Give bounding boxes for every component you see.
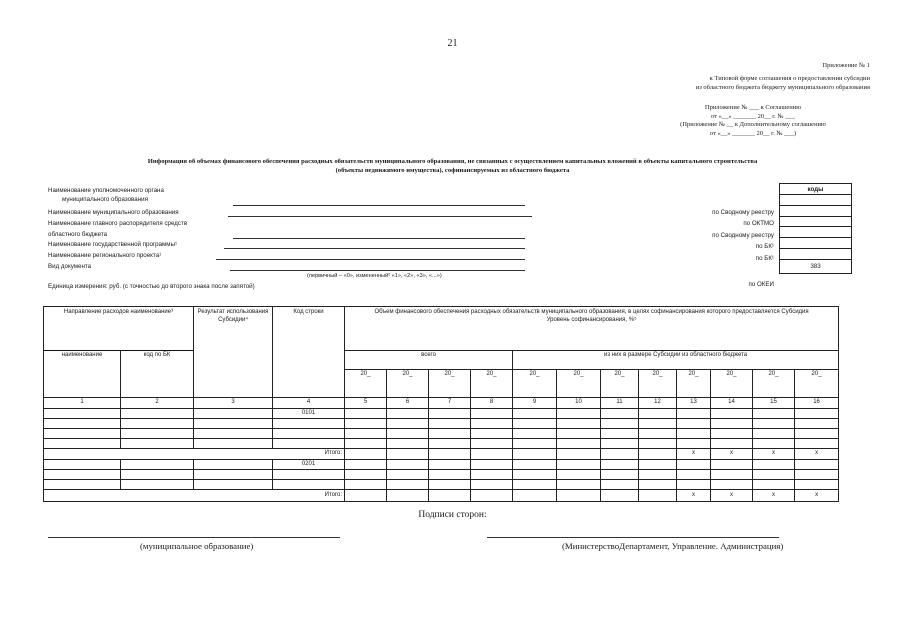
cell[interactable] [429, 429, 471, 439]
agreement-reference [648, 104, 858, 138]
document-type-hint: (первичный – «0», измененный² «1», «2», «3», «...») [307, 273, 442, 279]
th-year: 20_ [639, 370, 677, 398]
cell[interactable] [601, 429, 639, 439]
cell[interactable] [121, 429, 194, 439]
th-year: 20_ [601, 370, 639, 398]
cell[interactable] [513, 459, 557, 470]
agreement-ref-line-1: Приложение № ___ к Соглашению [704, 104, 802, 111]
cell[interactable] [345, 439, 387, 449]
col-number: 14 [711, 398, 753, 409]
chief-manager-label-2: областного бюджета [48, 231, 108, 238]
cell[interactable] [795, 429, 839, 439]
cell[interactable] [194, 439, 273, 449]
codes-header: коды [780, 184, 852, 195]
th-total: всего [345, 351, 513, 370]
cell[interactable] [639, 429, 677, 439]
cell[interactable] [345, 419, 387, 429]
cell[interactable] [387, 429, 429, 439]
table-total-row [44, 449, 839, 460]
cell[interactable] [273, 439, 345, 449]
th-year: 20_ [387, 370, 429, 398]
cell[interactable] [753, 459, 795, 470]
code-label-bk-1: по БК¹ [755, 243, 774, 250]
unit-label: Единица измерения: руб. (с точностью до второго знака после запятой) [48, 283, 255, 290]
col-number: 15 [753, 398, 795, 409]
cell[interactable] [639, 419, 677, 429]
cell[interactable] [471, 419, 513, 429]
cell[interactable] [711, 439, 753, 449]
cell[interactable] [557, 429, 601, 439]
table-total-row [44, 490, 839, 502]
cell[interactable] [429, 490, 471, 502]
cell[interactable] [471, 449, 513, 460]
cell[interactable] [429, 449, 471, 460]
cell[interactable] [345, 480, 387, 490]
cell[interactable] [429, 419, 471, 429]
th-year: 20_ [557, 370, 601, 398]
document-title-line-1: Информация об объемах финансового обеспечения расходных обязательств муниципального образования, не связанных с осуществлением капитальных вложений в объекты капитального строительства [147, 158, 758, 165]
th-year: 20_ [345, 370, 387, 398]
cell[interactable] [273, 429, 345, 439]
cell[interactable] [194, 470, 273, 480]
cell[interactable] [639, 470, 677, 480]
agreement-ref-line-4: от «__» _______ 20__ г. № ___) [709, 129, 797, 137]
cell[interactable] [44, 408, 121, 419]
cell[interactable] [711, 459, 753, 470]
chief-manager-label: Наименование главного распорядителя средств [48, 220, 188, 227]
code-cell-svodny-1[interactable] [780, 195, 852, 206]
cell[interactable] [273, 470, 345, 480]
cell[interactable] [194, 459, 273, 470]
col-number: 13 [677, 398, 711, 409]
cell[interactable] [471, 429, 513, 439]
agreement-ref-line-2: от «__» _______ 20__ г. № ___ [710, 112, 795, 120]
cell[interactable] [429, 470, 471, 480]
cell[interactable] [273, 480, 345, 490]
cell[interactable] [513, 408, 557, 419]
cell[interactable] [795, 459, 839, 470]
cell[interactable] [471, 470, 513, 480]
cell[interactable] [513, 480, 557, 490]
table-row [44, 470, 839, 480]
cell[interactable] [795, 419, 839, 429]
cell[interactable] [639, 439, 677, 449]
authorized-body-label-2: муниципального образования [62, 196, 148, 203]
cell[interactable] [273, 419, 345, 429]
cell[interactable] [753, 470, 795, 480]
th-year: 20_ [429, 370, 471, 398]
signature-line-right [487, 537, 779, 538]
th-volume [345, 307, 839, 351]
code-cell-okei: 383 [780, 259, 852, 273]
col-number: 6 [387, 398, 429, 409]
cell[interactable] [795, 470, 839, 480]
th-year: 20_ [677, 370, 711, 398]
cell[interactable] [677, 408, 711, 419]
col-number: 9 [513, 398, 557, 409]
x-mark: x [677, 490, 711, 502]
cell[interactable] [639, 459, 677, 470]
cell[interactable] [513, 490, 557, 502]
cell[interactable] [557, 490, 601, 502]
th-line-code: Код строки [273, 307, 345, 398]
cell[interactable] [601, 490, 639, 502]
code-cell-oktmo[interactable] [780, 205, 852, 216]
table-row [44, 429, 839, 439]
code-cell-blank[interactable] [780, 248, 852, 259]
x-mark: x [753, 449, 795, 460]
signatures-title: Подписи сторон: [418, 510, 487, 520]
cell[interactable] [345, 490, 387, 502]
cell[interactable] [677, 480, 711, 490]
th-year: 20_ [471, 370, 513, 398]
cell[interactable] [345, 470, 387, 480]
th-year: 20_ [795, 370, 839, 398]
appendix-subtitle-2: из областного бюджета бюджету муниципального образования [695, 84, 870, 91]
total-label: Итого: [44, 490, 345, 502]
x-mark: x [753, 490, 795, 502]
code-label-bk-2: по БК¹ [755, 255, 774, 262]
cell[interactable] [387, 459, 429, 470]
cell[interactable] [753, 429, 795, 439]
x-mark: x [677, 449, 711, 460]
cell[interactable] [753, 439, 795, 449]
col-number: 3 [194, 398, 273, 409]
cell[interactable] [557, 439, 601, 449]
cell[interactable] [471, 408, 513, 419]
cell[interactable] [557, 470, 601, 480]
cell[interactable] [429, 439, 471, 449]
cell[interactable] [194, 429, 273, 439]
cell[interactable] [44, 439, 121, 449]
cell[interactable] [557, 408, 601, 419]
authorized-body-label: Наименование уполномоченного органа [48, 187, 164, 194]
code-cell-bk-2[interactable] [780, 238, 852, 249]
cell[interactable] [639, 480, 677, 490]
col-number: 11 [601, 398, 639, 409]
agreement-ref-line-3: (Приложение № __ к Дополнительному соглашению [680, 121, 826, 128]
cell[interactable] [795, 480, 839, 490]
document-type-label: Вид документа [48, 263, 92, 270]
cell[interactable] [429, 459, 471, 470]
cell[interactable] [513, 439, 557, 449]
cell[interactable] [601, 459, 639, 470]
cell[interactable] [639, 449, 677, 460]
cell[interactable] [44, 429, 121, 439]
appendix-title: Приложение № 1 [822, 62, 870, 69]
x-mark: x [711, 449, 753, 460]
code-cell-svodny-2[interactable] [780, 216, 852, 227]
table-row [44, 439, 839, 449]
chief-manager-line [233, 238, 525, 239]
cell[interactable] [121, 459, 194, 470]
th-of-which: из них в размере Субсидии из областного бюджета [513, 351, 839, 370]
col-number: 4 [273, 398, 345, 409]
cell[interactable] [387, 408, 429, 419]
cell[interactable] [471, 459, 513, 470]
code-label-svodny-1: по Сводному реестру [712, 209, 774, 216]
cell[interactable] [711, 419, 753, 429]
cell[interactable] [601, 408, 639, 419]
signature-line-left [48, 537, 340, 538]
x-mark: x [795, 490, 839, 502]
cell[interactable] [557, 459, 601, 470]
cell[interactable] [711, 429, 753, 439]
line-code-0201: 0201 [273, 459, 345, 470]
th-year: 20_ [753, 370, 795, 398]
codes-table [779, 183, 852, 274]
authorized-body-line [233, 205, 525, 206]
cell[interactable] [677, 470, 711, 480]
x-mark: x [795, 449, 839, 460]
code-label-oktmo: по ОКТМО [743, 220, 774, 227]
signature-caption-left: (муниципальное образование) [140, 541, 254, 551]
cell[interactable] [471, 480, 513, 490]
code-label-svodny-2: по Сводному реестру [712, 232, 774, 239]
cell[interactable] [795, 408, 839, 419]
cell[interactable] [557, 449, 601, 460]
col-number: 10 [557, 398, 601, 409]
municipality-line [228, 216, 532, 217]
col-number: 5 [345, 398, 387, 409]
cell[interactable] [194, 408, 273, 419]
cell[interactable] [711, 470, 753, 480]
table-row [44, 459, 839, 470]
cell[interactable] [753, 419, 795, 429]
cell[interactable] [513, 449, 557, 460]
th-volume-text: Объем финансового обеспечения расходных обязательств муниципального образования, в целях софинансирования которого предоставляется Субсидия [374, 309, 809, 315]
cell[interactable] [44, 470, 121, 480]
th-result: Результат использования Субсидии⁴ [194, 307, 273, 398]
cell[interactable] [753, 408, 795, 419]
cell[interactable] [513, 419, 557, 429]
code-label-okei: по ОКЕИ [748, 281, 774, 288]
regional-project-line [216, 259, 525, 260]
cell[interactable] [753, 480, 795, 490]
table-row [44, 408, 839, 419]
cell[interactable] [387, 439, 429, 449]
municipality-label: Наименование муниципального образования [48, 209, 179, 216]
cell[interactable] [194, 419, 273, 429]
cell[interactable] [387, 419, 429, 429]
document-title-line-2: (объекты недвижимого имущества), софинансируемых из областного бюджета [335, 167, 570, 174]
cell[interactable] [387, 470, 429, 480]
cell[interactable] [639, 490, 677, 502]
state-program-line [224, 248, 525, 249]
th-year: 20_ [513, 370, 557, 398]
financing-table [43, 306, 839, 502]
cell[interactable] [601, 419, 639, 429]
cell[interactable] [121, 408, 194, 419]
cell[interactable] [345, 459, 387, 470]
th-bk-code: код по БК [121, 351, 194, 398]
cell[interactable] [194, 480, 273, 490]
cell[interactable] [387, 480, 429, 490]
cell[interactable] [387, 449, 429, 460]
cell[interactable] [677, 459, 711, 470]
cell[interactable] [513, 429, 557, 439]
cell[interactable] [44, 459, 121, 470]
code-cell-bk-1[interactable] [780, 227, 852, 238]
page-number: 21 [447, 38, 458, 49]
th-year: 20_ [711, 370, 753, 398]
regional-project-label: Наименование регионального проекта¹ [48, 252, 162, 259]
cell[interactable] [345, 408, 387, 419]
document-title [30, 157, 875, 175]
col-number: 7 [429, 398, 471, 409]
cell[interactable] [711, 408, 753, 419]
cell[interactable] [429, 480, 471, 490]
cell[interactable] [121, 480, 194, 490]
cell[interactable] [44, 480, 121, 490]
col-number: 2 [121, 398, 194, 409]
cell[interactable] [601, 449, 639, 460]
th-level-text: Уровень софинансирования, %⁵ [546, 316, 637, 323]
document-type-line [230, 270, 525, 271]
col-number: 8 [471, 398, 513, 409]
col-number: 12 [639, 398, 677, 409]
cell[interactable] [471, 439, 513, 449]
cell[interactable] [639, 408, 677, 419]
table-row [44, 480, 839, 490]
cell[interactable] [44, 419, 121, 429]
cell[interactable] [557, 419, 601, 429]
cell[interactable] [601, 470, 639, 480]
appendix-subtitle-1: к Типовой форме соглашения о предоставлении субсидии [709, 75, 870, 82]
state-program-label: Наименование государственной программы¹ [48, 241, 178, 248]
cell[interactable] [557, 480, 601, 490]
cell[interactable] [345, 429, 387, 439]
total-label: Итого: [44, 449, 345, 460]
line-code-0101: 0101 [273, 408, 345, 419]
cell[interactable] [601, 480, 639, 490]
cell[interactable] [601, 439, 639, 449]
cell[interactable] [677, 419, 711, 429]
cell[interactable] [513, 470, 557, 480]
cell[interactable] [345, 449, 387, 460]
cell[interactable] [121, 439, 194, 449]
x-mark: x [711, 490, 753, 502]
cell[interactable] [795, 439, 839, 449]
th-name: наименование [44, 351, 121, 398]
cell[interactable] [471, 490, 513, 502]
col-number: 1 [44, 398, 121, 409]
signature-caption-right: (МинистерствоДепартамент, Управление. Администрация) [562, 541, 784, 551]
cell[interactable] [387, 490, 429, 502]
cell[interactable] [677, 439, 711, 449]
col-number: 16 [795, 398, 839, 409]
table-row [44, 419, 839, 429]
cell[interactable] [121, 419, 194, 429]
th-direction: Направление расходов наименование³ [44, 307, 194, 351]
cell[interactable] [121, 470, 194, 480]
cell[interactable] [711, 480, 753, 490]
cell[interactable] [429, 408, 471, 419]
cell[interactable] [677, 429, 711, 439]
